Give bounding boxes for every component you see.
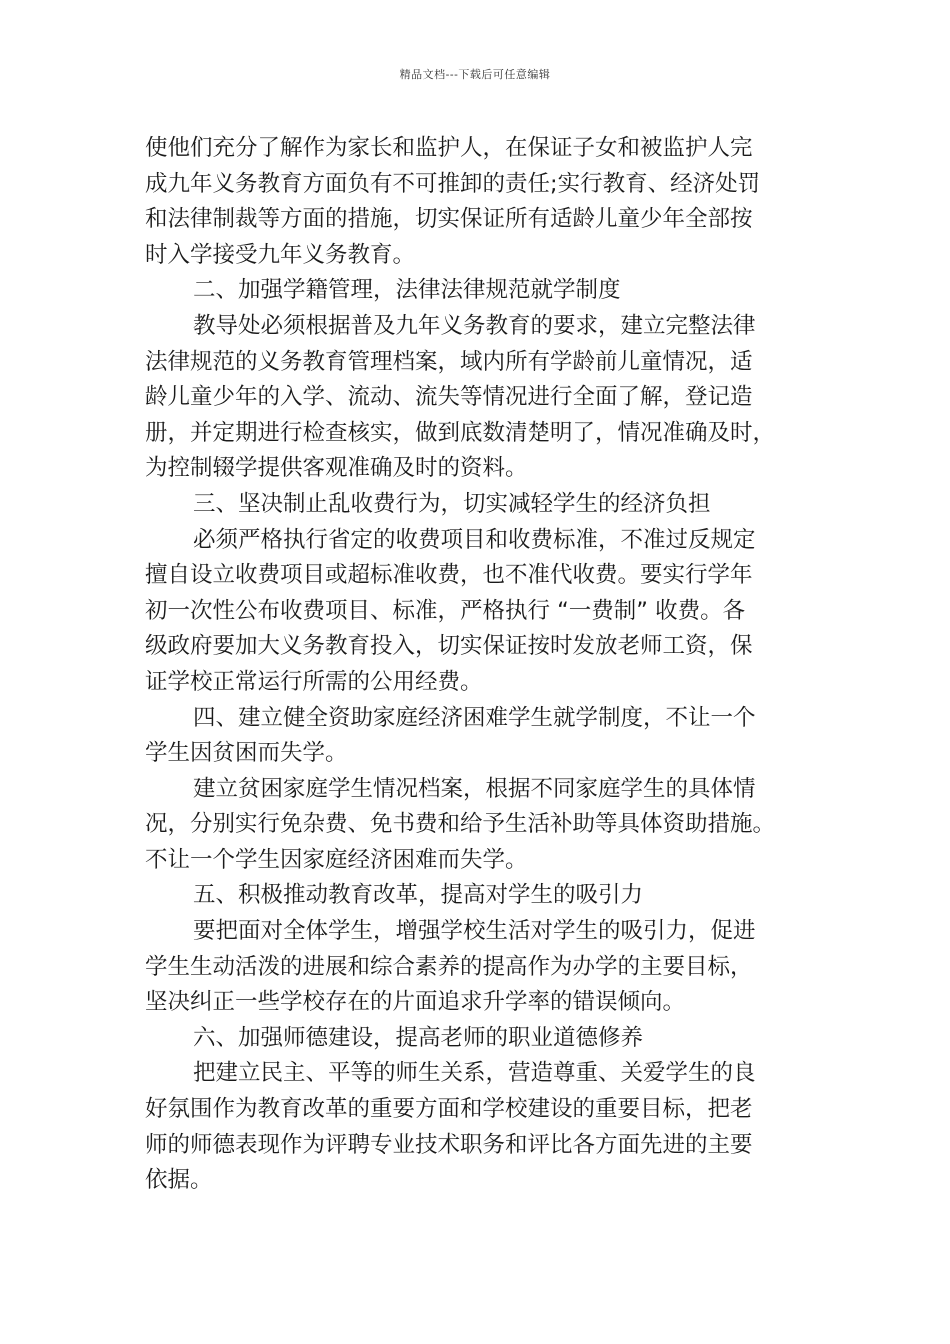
text-line: 必须严格执行省定的收费项目和收费标准，不准过反规定 [193, 526, 756, 553]
text-line: 擅自设立收费项目或超标准收费，也不准代收费。要实行学年 [145, 562, 753, 589]
text-line: 教导处必须根据普及九年义务教育的要求，建立完整法律 [193, 312, 756, 339]
text-line: 二、加强学籍管理，法律法律规范就学制度 [193, 277, 621, 304]
text-line: 和法律制裁等方面的措施，切实保证所有适龄儿童少年全部按 [145, 206, 753, 233]
text-line: 把建立民主、平等的师生关系，营造尊重、关爱学生的良 [193, 1060, 756, 1087]
text-line: 不让一个学生因家庭经济困难而失学。 [145, 846, 528, 873]
text-line: 使他们充分了解作为家长和监护人，在保证子女和被监护人完 [145, 135, 753, 161]
document-body [145, 131, 805, 1199]
text-line: 四、建立健全资助家庭经济困难学生就学制度，不让一个 [193, 704, 756, 731]
text-line: 龄儿童少年的入学、流动、流失等情况进行全面了解，登记造 [145, 384, 753, 411]
text-line: 册，并定期进行检查核实，做到底数清楚明了，情况准确及时， [145, 419, 776, 446]
text-line: 时入学接受九年义务教育。 [145, 241, 416, 268]
page-header: 精品文档---下载后可任意编辑 [399, 68, 551, 81]
text-line: 成九年义务教育方面负有不可推卸的责任;实行教育、经济处罚 [145, 170, 761, 197]
text-line: 要把面对全体学生，增强学校生活对学生的吸引力，促进 [193, 918, 756, 945]
text-line: 建立贫困家庭学生情况档案，根据不同家庭学生的具体情 [193, 775, 756, 802]
text-line: 师的师德表现作为评聘专业技术职务和评比各方面先进的主要 [145, 1131, 753, 1158]
text-line: 六、加强师德建设，提高老师的职业道德修养 [193, 1024, 644, 1051]
text-line: 五、积极推动教育改革，提高对学生的吸引力 [193, 882, 644, 909]
text-line: 况，分别实行免杂费、免书费和给予生活补助等具体资助措施。 [145, 811, 776, 838]
text-line: 三、坚决制止乱收费行为，切实减轻学生的经济负担 [193, 490, 711, 517]
text-line: 初一次性公布收费项目、标准，严格执行 “一费制” 收费。各 [145, 597, 746, 624]
text-line: 证学校正常运行所需的公用经费。 [145, 668, 483, 695]
text-line: 为控制辍学提供客观准确及时的资料。 [145, 455, 528, 482]
text-line: 好氛围作为教育改革的重要方面和学校建设的重要目标，把老 [145, 1096, 753, 1123]
text-line: 坚决纠正一些学校存在的片面追求升学率的错误倾向。 [145, 989, 686, 1016]
text-line: 级政府要加大义务教育投入，切实保证按时发放老师工资，保 [145, 633, 753, 660]
text-line: 依据。 [145, 1167, 213, 1194]
text-line: 学生因贫困而失学。 [145, 740, 348, 767]
text-line: 法律规范的义务教育管理档案，域内所有学龄前儿童情况，适 [145, 348, 753, 375]
text-line: 学生生动活泼的进展和综合素养的提高作为办学的主要目标， [145, 953, 753, 980]
